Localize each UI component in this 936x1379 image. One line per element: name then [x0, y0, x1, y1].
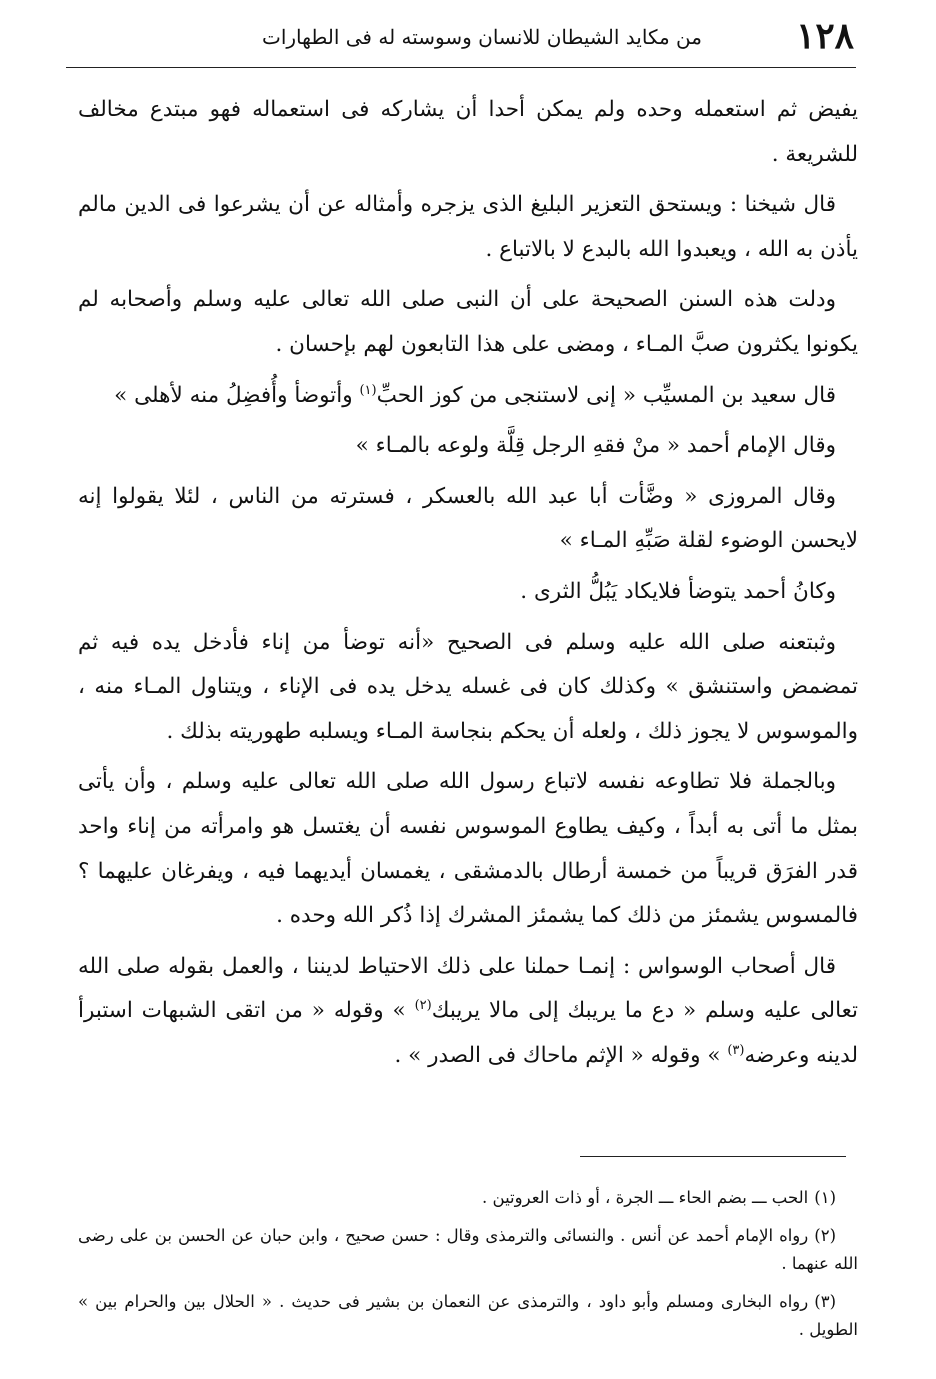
paragraph: وقال المروزى « وضَّأت أبا عبد الله بالعسكر ، فسترته من الناس ، لئلا يقولوا إنه لايحسن الوضوء لقلة صَبِّهِ المـاء »	[78, 483, 858, 554]
footnote-text: رواه البخارى ومسلم وأبو داود ، والترمذى عن النعمان بن بشير فى حديث . « الحلال بين والحرام بين » الطويل .	[78, 1292, 858, 1339]
page-number: ١٢٨	[795, 15, 854, 57]
footnote-reference: (١)	[359, 382, 377, 398]
paragraph-text: » وقوله « الإثم ماحاك فى الصدر » .	[394, 1042, 728, 1068]
footnote-number: (٣)	[814, 1292, 836, 1311]
paragraph: وبالجملة فلا تطاوعه نفسه لاتباع رسول الله صلى الله تعالى عليه وسلم ، وأن يأتى بمثل ما أتى به أبداً ، وكيف يطاوع الموسوس نفسه أن يغتسل هو وامرأته من إناء واحد قدر الفرَق قريباً من خمسة أرطال بالدمشقى ، يغمسان أيديهما فيه ، ويفرغان عليهما ؟ فالمسوس يشمئز من ذلك كما يشمئز المشرك إذا ذُكر الله وحده .	[78, 769, 858, 929]
footnote-reference: (٣)	[727, 1042, 745, 1058]
paragraph: ودلت هذه السنن الصحيحة على أن النبى صلى الله تعالى عليه وسلم وأصحابه لم يكونوا يكثرون صبَّ المـاء ، ومضى على هذا التابعون لهم بإحسان .	[78, 287, 858, 357]
footnote	[78, 1288, 858, 1344]
footnote-reference: (٢)	[414, 998, 432, 1014]
footnote-rule	[580, 1156, 846, 1157]
paragraph: وكانُ أحمد يتوضأ فلايكاد يَبُلُّ الثرى .	[520, 578, 836, 604]
page-header	[80, 12, 854, 64]
footnote	[78, 1184, 858, 1212]
paragraph	[78, 374, 858, 419]
paragraph: قال شيخنا : ويستحق التعزير البليغ الذى يزجره وأمثاله عن أن يشرعوا فى الدين مالم يأذن به الله ، ويعبدوا الله بالبدع لا بالاتباع .	[78, 192, 858, 262]
paragraph	[78, 945, 858, 1079]
footnote-text: رواه الإمام أحمد عن أنس . والنسائى والترمذى وقال : حسن صحيح ، وابن حبان عن الحسن بن على رضى الله عنهما .	[78, 1226, 858, 1273]
paragraph-text: » وقوله « من اتقى الشبهات استبرأ لدينه وعرضه	[78, 998, 858, 1068]
paragraph-text: قال أصحاب الوسواس : إنمـا حملنا على ذلك الاحتياط لديننا ، والعمل بقوله صلى الله تعالى عليه وسلم « دع ما يريبك إلى مالا يريبك	[78, 953, 858, 1024]
footnote	[78, 1222, 858, 1278]
paragraph-text: وأتوضأ وأُفضِلُ منه لأهلى »	[114, 382, 360, 408]
paragraph: وثبتعنه صلى الله عليه وسلم فى الصحيح «أنه توضأ من إناء فأدخل يده فيه ثم تمضمض واستنشق » وكذلك كان فى غسله يدخل يده فى الإناء ، ويتناول المـاء منه ، والموسوس لا يجوز ذلك ، ولعله أن يحكم بنجاسة المـاء ويسلبه طهوريته بذلك .	[78, 629, 858, 744]
paragraph-text: قال سعيد بن المسيِّب « إنى لاستنجى من كوز الحبِّ	[376, 382, 836, 408]
paragraph: يفيض ثم استعمله وحده ولم يمكن أحدا أن يشاركه فى استعماله فهو مبتدع مخالف للشريعة .	[78, 97, 858, 167]
footnotes	[78, 1184, 858, 1354]
footnote-number: (٢)	[814, 1226, 836, 1245]
footnote-text: الحب ـــ بضم الحاء ـــ الجرة ، أو ذات العروتين .	[482, 1188, 809, 1207]
paragraph: وقال الإمام أحمد « منْ فقهِ الرجل قِلَّة ولوعه بالمـاء »	[355, 433, 836, 459]
header-rule	[66, 67, 856, 68]
main-text	[78, 88, 858, 1084]
running-title: من مكايد الشيطان للانسان وسوسته له فى الطهارات	[261, 25, 702, 49]
footnote-number: (١)	[814, 1188, 836, 1207]
